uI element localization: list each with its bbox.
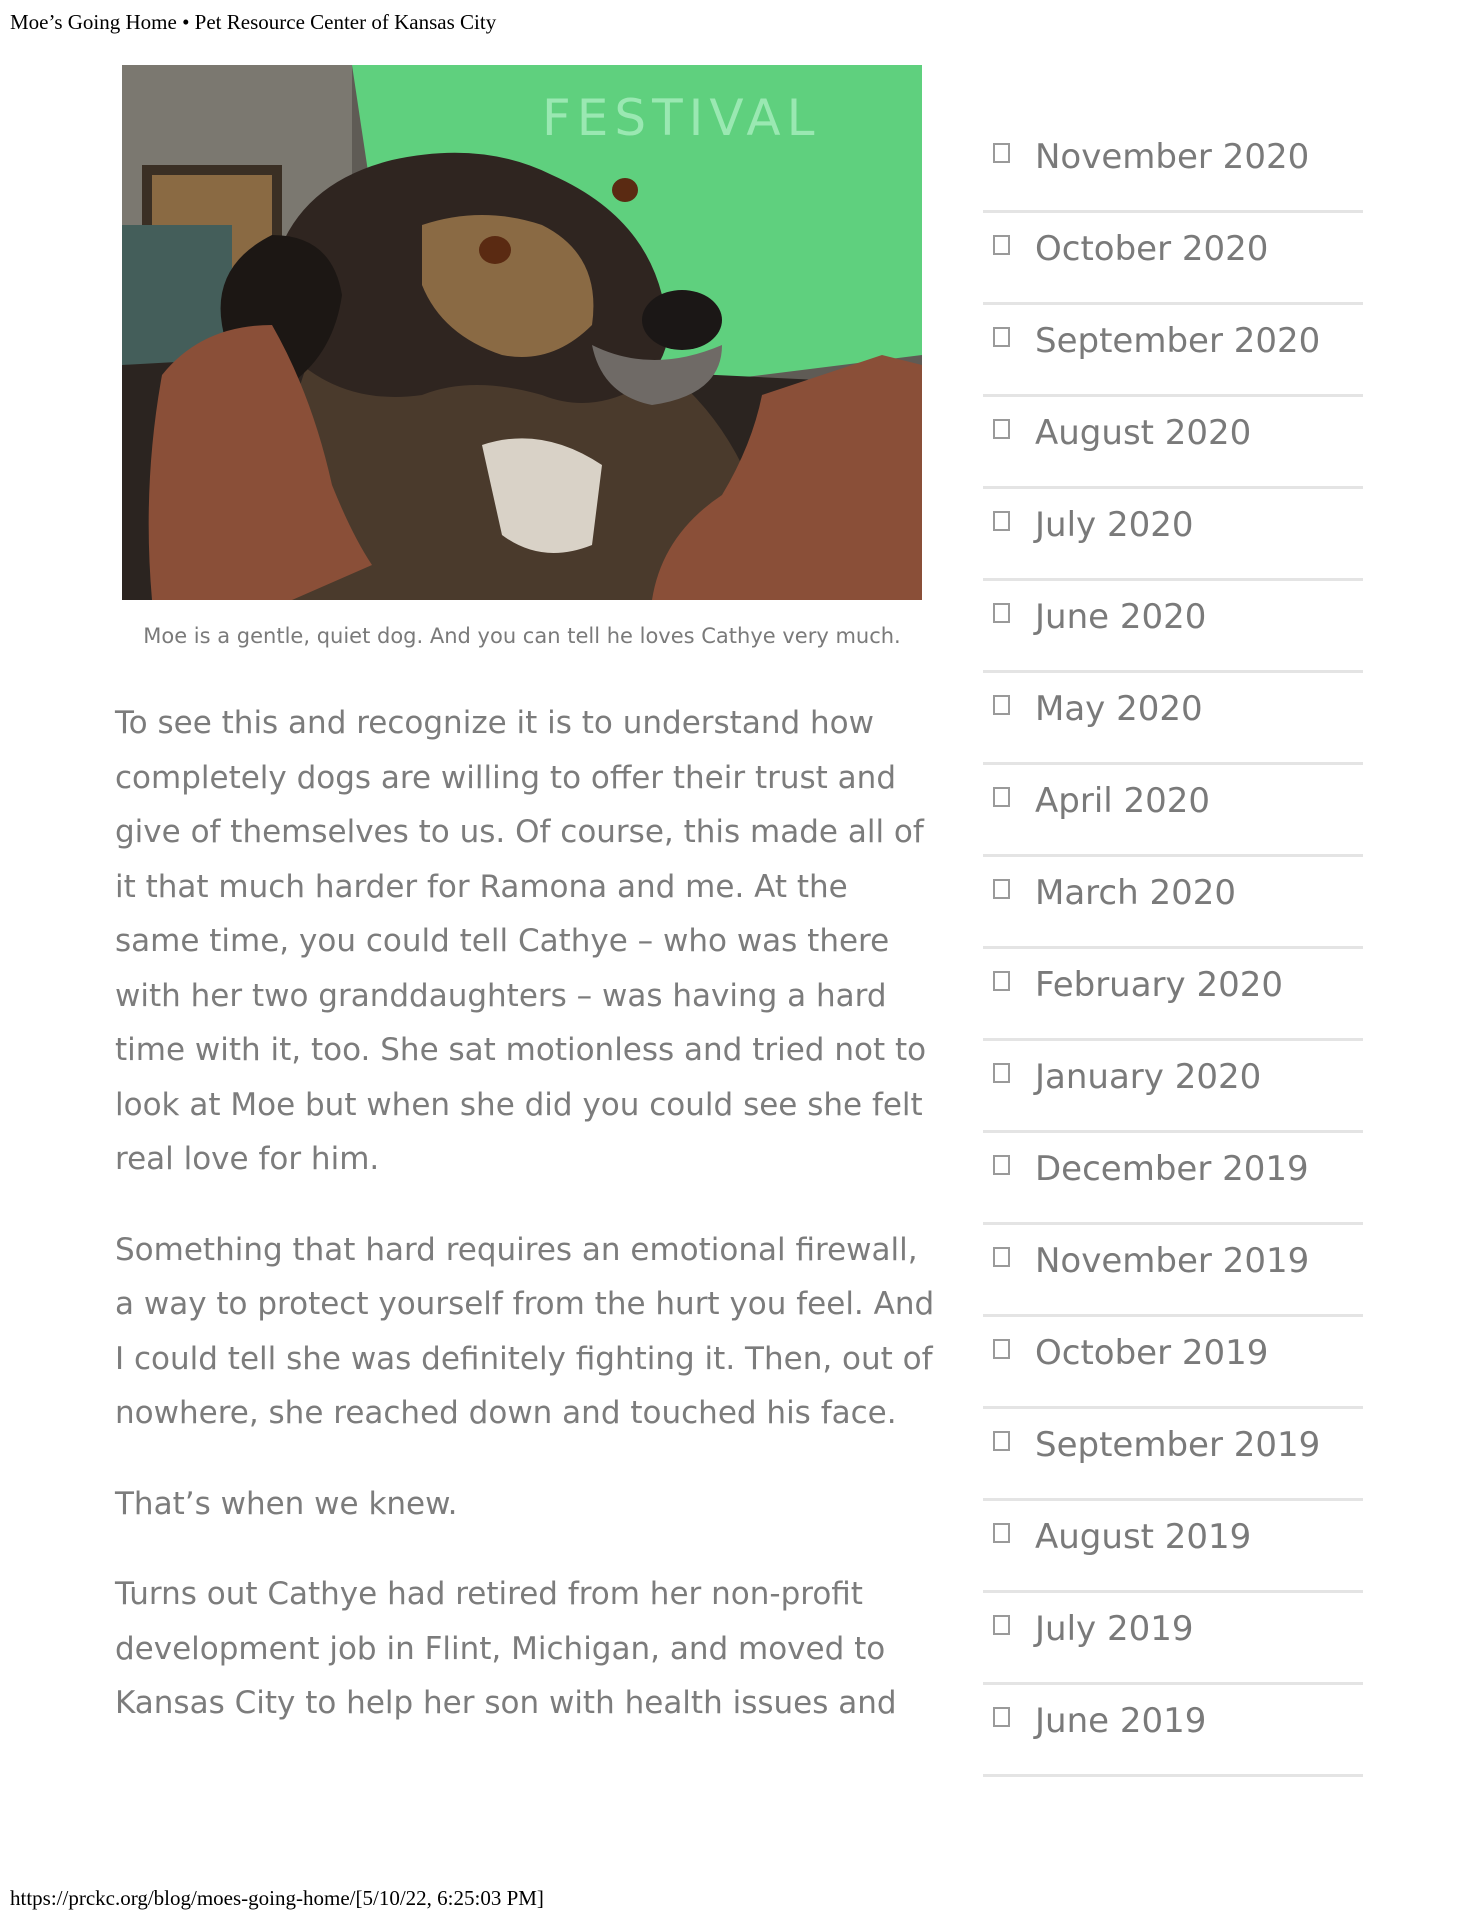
checkbox-icon — [993, 971, 1010, 991]
archive-item[interactable] — [983, 951, 1363, 1041]
checkbox-icon — [993, 787, 1010, 807]
checkbox-icon — [993, 143, 1010, 163]
archive-item[interactable] — [983, 859, 1363, 949]
checkbox-icon — [993, 1615, 1010, 1635]
checkbox-icon — [993, 1247, 1010, 1267]
photo-caption: Moe is a gentle, quiet dog. And you can tell he loves Cathye very much. — [143, 624, 901, 648]
archive-item-label[interactable]: March 2020 — [1035, 873, 1236, 913]
archive-item[interactable] — [983, 491, 1363, 581]
archive-item[interactable] — [983, 123, 1363, 213]
article-paragraph-3: That’s when we knew. — [115, 1485, 458, 1522]
archive-item[interactable] — [983, 1135, 1363, 1225]
checkbox-icon — [993, 327, 1010, 347]
archive-item[interactable] — [983, 675, 1363, 765]
article-paragraph-2: Something that hard requires an emotional firewall, a way to protect yourself from the hurt you feel. And I could tell she was definitely fighting it. Then, out of nowhere, she reached down and touched his face. — [115, 1231, 935, 1431]
archive-item-label[interactable]: September 2019 — [1035, 1425, 1321, 1465]
checkbox-icon — [993, 511, 1010, 531]
checkbox-icon — [993, 1431, 1010, 1451]
print-footer: https://prckc.org/blog/moes-going-home/[5/10/22, 6:25:03 PM] — [10, 1886, 544, 1910]
archive-item-label[interactable]: December 2019 — [1035, 1149, 1309, 1189]
archive-item[interactable] — [983, 1503, 1363, 1593]
checkbox-icon — [993, 235, 1010, 255]
checkbox-icon — [993, 1155, 1010, 1175]
shirt-text: FESTIVAL — [542, 89, 821, 147]
archive-item[interactable] — [983, 1687, 1363, 1777]
archive-item-label[interactable]: July 2019 — [1035, 1609, 1194, 1649]
checkbox-icon — [993, 879, 1010, 899]
archive-item-label[interactable]: November 2020 — [1035, 137, 1310, 177]
checkbox-icon — [993, 695, 1010, 715]
archive-item-label[interactable]: August 2019 — [1035, 1517, 1252, 1557]
archive-item-label[interactable]: February 2020 — [1035, 965, 1283, 1005]
archive-item[interactable] — [983, 583, 1363, 673]
article-photo — [122, 65, 922, 600]
archive-item-label[interactable]: June 2019 — [1035, 1701, 1207, 1741]
dog-photo-illustration — [122, 65, 922, 600]
checkbox-icon — [993, 603, 1010, 623]
article-body — [115, 696, 935, 1767]
archive-item-label[interactable]: April 2020 — [1035, 781, 1211, 821]
print-header: Moe’s Going Home • Pet Resource Center of Kansas City — [10, 10, 497, 34]
article-paragraph-4: Turns out Cathye had retired from her non-profit development job in Flint, Michigan, and moved to Kansas City to help her son with health issues and — [115, 1576, 897, 1721]
archive-item-label[interactable]: September 2020 — [1035, 321, 1321, 361]
checkbox-icon — [993, 419, 1010, 439]
checkbox-icon — [993, 1063, 1010, 1083]
checkbox-icon — [993, 1339, 1010, 1359]
archive-item[interactable] — [983, 1411, 1363, 1501]
archive-item[interactable] — [983, 215, 1363, 305]
archive-item-label[interactable]: November 2019 — [1035, 1241, 1310, 1281]
checkbox-icon — [993, 1523, 1010, 1543]
archive-item-label[interactable]: January 2020 — [1035, 1057, 1262, 1097]
archive-item[interactable] — [983, 399, 1363, 489]
archive-item-label[interactable]: August 2020 — [1035, 413, 1252, 453]
archive-list — [983, 123, 1363, 1777]
archive-item[interactable] — [983, 1595, 1363, 1685]
archive-item-label[interactable]: October 2019 — [1035, 1333, 1269, 1373]
archive-item-label[interactable]: May 2020 — [1035, 689, 1203, 729]
archive-item[interactable] — [983, 307, 1363, 397]
archive-item[interactable] — [983, 1043, 1363, 1133]
archive-item[interactable] — [983, 1227, 1363, 1317]
checkbox-icon — [993, 1707, 1010, 1727]
archive-item-label[interactable]: July 2020 — [1035, 505, 1194, 545]
archive-item-label[interactable]: October 2020 — [1035, 229, 1269, 269]
archive-item-label[interactable]: June 2020 — [1035, 597, 1207, 637]
article-paragraph-1: To see this and recognize it is to understand how completely dogs are willing to offer their trust and give of themselves to us. Of course, this made all of it that much harder for Ramona and me. At the same time, you could tell Cathye – who was there with her two granddaughters – was having a hard time with it, too. She sat motionless and tried not to look at Moe but when she did you could see she felt real love for him. — [115, 705, 927, 1177]
archive-item[interactable] — [983, 1319, 1363, 1409]
archive-item[interactable] — [983, 767, 1363, 857]
